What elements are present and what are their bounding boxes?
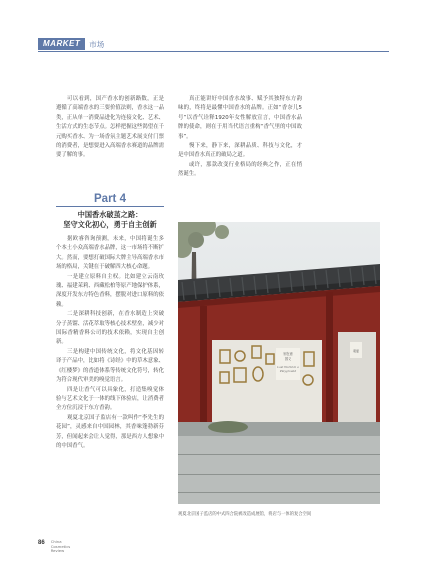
sign-text: Playground xyxy=(279,369,297,373)
magazine-name-line: Review xyxy=(50,548,65,554)
section-label: 市场 xyxy=(89,39,105,49)
storefront-photo xyxy=(178,222,380,504)
magazine-name xyxy=(51,540,71,554)
storefront-illustration xyxy=(178,222,380,504)
header-rule xyxy=(38,51,389,52)
subhead-line: 坚守文化初心，勇于自主创新 xyxy=(63,220,157,229)
sign-text: 园义 xyxy=(284,357,292,361)
paragraph: 二是深耕科技创新，在香水制造上突破分子蒸馏、活花萃取等核心技术壁垒，减少对国际香精香料公司的技术依赖，实现自主创新。 xyxy=(56,311,164,346)
photo-caption: 观夏北京国子监店的中式四合院被改造成展馆，将店与一体的复合空间 xyxy=(178,512,312,517)
stone-base xyxy=(178,422,380,436)
paragraph: 可以看到，国产香水的创新路数，正是遵循了高端香水的三要价值法则，香水这一品类，正从单一消费品进化为连接文化、艺术、生活方式的生态节点。怎样把握这些渴望在千元购买香水、为一场香氛主题艺术展支付门票的消费者，是想要进入高端香水赛道的品牌需要了解的事。 xyxy=(56,96,164,159)
paragraph: 真正能讲好中国香水故事、赋予其独特东方韵味的，终将是最懂中国香水的品牌。正如“香奈儿5号”以香气诠释1920年女性解放宣言，中国香水品牌的使命，则在于用当代语言重构“香气里的中国故事”。 xyxy=(178,96,302,140)
wooden-post xyxy=(200,306,207,424)
magazine-name-line: Cosmetics xyxy=(50,543,71,549)
shrub xyxy=(208,421,248,433)
paragraph: 一是建立原料自主权。比如建立云南玫瑰、福建茉莉、西藏松柏等原产地保护体系，深度开发东方特色香料，摆脱对进口原料的依赖。 xyxy=(56,273,164,308)
paragraph: 据欧睿咨询预测，未来，中国将诞生多个本土小众高端香水品牌，这一市场将不断扩大。然而，要想打破国际大牌主导高端香水市场的格局，关键在于破解四大核心命题。 xyxy=(56,236,164,271)
paragraph: 或许，那款改变行业格局的经典之作，正在悄然诞生。 xyxy=(178,161,302,178)
paragraph: 慢下来，静下来，深耕品质、科技与文化，才是中国香水真正的破局之道。 xyxy=(178,143,302,159)
sign-text: 别在意 xyxy=(283,352,293,356)
section-header xyxy=(38,38,104,50)
page-footer xyxy=(38,540,70,554)
paragraph: 三是构建中国传统文化，将文化基因转译于产品中，比如将《诗经》中的草木意象、《红楼梦》的香道体系等传统文化符号，转化为符合现代审美的嗅觉语言。 xyxy=(56,348,164,384)
part-rule xyxy=(56,206,164,207)
door-sign-text: 观夏 xyxy=(352,349,360,353)
right-column-top xyxy=(178,95,302,180)
left-column-top xyxy=(56,95,164,161)
paragraph: 观夏北京国子监店有一款叫作“李先生的花园”，灵感来自中国园林，其香味蓬勃新芬芳，但闻起来会让人觉得，那是西方人想象中的中国香气。 xyxy=(56,414,164,449)
subhead-line: 中国香水破茧之路： xyxy=(77,210,143,219)
paragraph: 四是让香气可以具象化，打造集嗅觉体验与艺术文化于一体的线下体验店，让消费者全方位沉浸于东方香韵。 xyxy=(56,386,164,412)
section-subhead xyxy=(56,210,164,230)
ground xyxy=(178,436,380,504)
market-badge: MARKET xyxy=(38,38,85,50)
left-column-bottom xyxy=(56,235,164,451)
sign-text: Lost World in a xyxy=(277,365,299,369)
part-title: Part 4 xyxy=(94,193,126,205)
wooden-post xyxy=(326,292,333,424)
page-number: 86 xyxy=(38,540,45,546)
magazine-name-line: China xyxy=(50,539,62,544)
